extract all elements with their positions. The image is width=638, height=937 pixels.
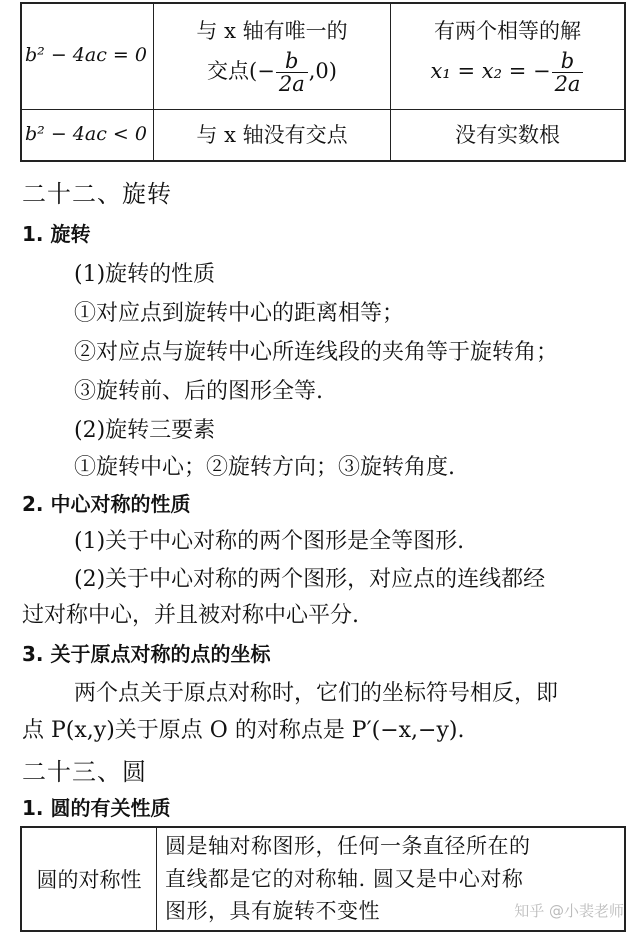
property-name-cell: 圆的对称性: [21, 827, 157, 931]
paragraph: 过对称中心，并且被对称中心平分.: [22, 603, 359, 628]
graph-line: 与 x 轴有唯一的: [196, 18, 348, 43]
subsection-title: 1. 圆的有关性质: [22, 796, 171, 820]
paragraph: ②对应点与旋转中心所连线段的夹角等于旋转角；: [74, 340, 559, 365]
graph-cell: [154, 3, 391, 109]
fraction: [276, 50, 308, 95]
roots-line: 有两个相等的解: [434, 18, 581, 43]
subsection-title: 2. 中心对称的性质: [22, 492, 191, 516]
paragraph: (1)旋转的性质: [74, 262, 216, 287]
fraction-denominator: 2a: [278, 71, 305, 96]
table-row: [21, 3, 625, 109]
subsection-title: 1. 旋转: [22, 222, 91, 246]
paragraph: 点 P(x,y)关于原点 O 的对称点是 P′(−x,−y).: [22, 718, 465, 743]
section-title: 二十三、圆: [22, 758, 147, 786]
fraction: [552, 50, 584, 95]
section-title: 二十二、旋转: [22, 180, 172, 208]
graph-line-prefix: 交点(−: [207, 58, 275, 83]
watermark: 知乎 @小裴老师: [514, 902, 624, 920]
description-line: 图形，具有旋转不变性: [165, 899, 380, 924]
paragraph: (2)旋转三要素: [74, 418, 216, 443]
roots-cell: 没有实数根: [391, 109, 626, 161]
roots-cell: [391, 3, 626, 109]
paragraph: ①旋转中心；②旋转方向；③旋转角度.: [74, 455, 455, 480]
roots-formula: x₁ = x₂ = −: [430, 58, 551, 83]
description-line: 圆是轴对称图形，任何一条直径所在的: [165, 834, 531, 859]
discriminant-table: [20, 2, 626, 162]
fraction-denominator: 2a: [554, 71, 581, 96]
fraction-numerator: b: [552, 50, 584, 73]
condition-cell: b² − 4ac < 0: [21, 109, 154, 161]
paragraph: (2)关于中心对称的两个图形，对应点的连线都经: [74, 567, 546, 592]
paragraph: 两个点关于原点对称时，它们的坐标符号相反，即: [74, 681, 559, 706]
fraction-numerator: b: [276, 50, 308, 73]
condition-cell: b² − 4ac = 0: [21, 3, 154, 109]
subsection-title: 3. 关于原点对称的点的坐标: [22, 642, 271, 666]
paragraph: ①对应点到旋转中心的距离相等；: [74, 301, 405, 326]
graph-cell: 与 x 轴没有交点: [154, 109, 391, 161]
table-row: [21, 109, 625, 161]
graph-line-suffix: ,0): [308, 58, 337, 83]
description-line: 直线都是它的对称轴. 圆又是中心对称: [165, 866, 524, 891]
paragraph: (1)关于中心对称的两个图形是全等图形.: [74, 529, 465, 554]
paragraph: ③旋转前、后的图形全等.: [74, 379, 323, 404]
